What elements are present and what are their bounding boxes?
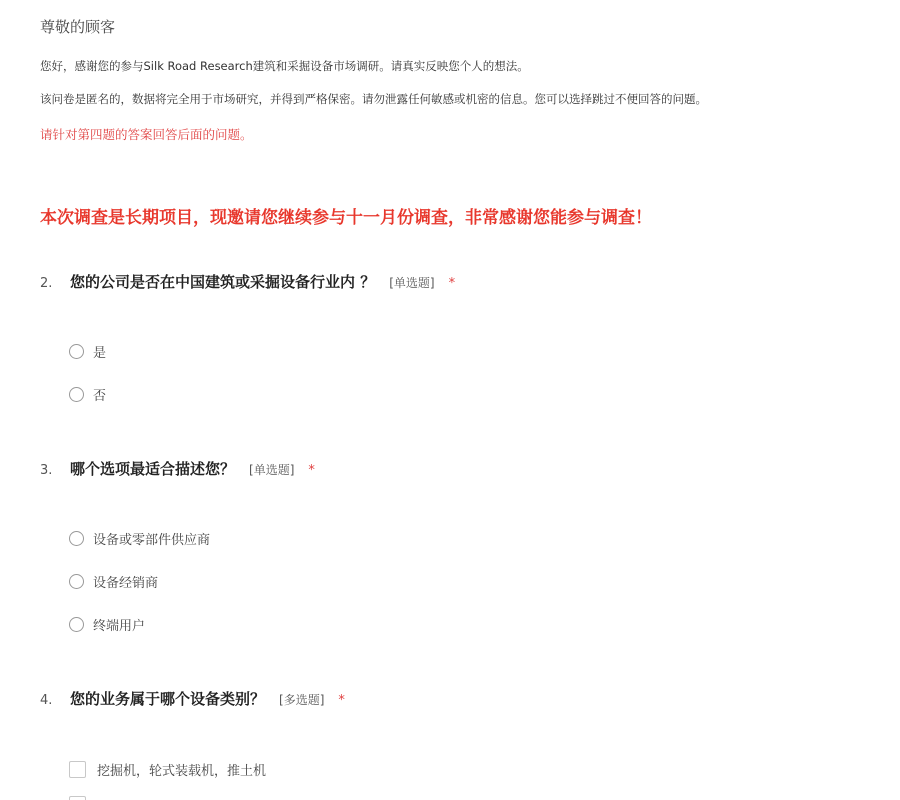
q4-option-partial[interactable] (69, 796, 86, 800)
option-label: 挖掘机，轮式装载机，推土机 (97, 764, 267, 779)
q4-option-excavator[interactable] (69, 760, 266, 779)
question-title: 您的公司是否在中国建筑或采掘设备行业内 ？ (70, 273, 376, 291)
q2-option-yes[interactable] (69, 342, 106, 361)
question-number: 4. (40, 693, 53, 708)
intro-line-2: 该问卷是匿名的，数据将完全用于市场研究，并得到严格保密。请勿泄露任何敏感或机密的信息。您可以选择跳过不便回答的问题。 (40, 92, 707, 106)
question-3-header (40, 458, 315, 479)
question-title: 哪个选项最适合描述您？ (70, 460, 236, 478)
option-label: 是 (93, 346, 107, 361)
notice-text: 请针对第四题的答案回答后面的问题。 (40, 127, 253, 142)
radio-button[interactable] (69, 531, 84, 546)
question-type-tag: [单选题] (389, 276, 435, 290)
q3-option-end-user[interactable] (69, 615, 145, 634)
checkbox[interactable] (69, 796, 86, 800)
question-4-header (40, 688, 345, 709)
question-title: 您的业务属于哪个设备类别？ (70, 690, 266, 708)
checkbox[interactable] (69, 761, 86, 778)
question-number: 2. (40, 276, 53, 291)
option-label: 设备经销商 (93, 576, 159, 591)
required-marker: * (448, 276, 456, 291)
radio-button[interactable] (69, 617, 84, 632)
option-label: 终端用户 (93, 619, 146, 634)
greeting-text: 尊敬的顾客 (40, 18, 116, 36)
required-marker: * (308, 463, 315, 478)
required-marker: * (338, 693, 345, 708)
radio-button[interactable] (69, 387, 84, 402)
radio-button[interactable] (69, 574, 84, 589)
question-number: 3. (40, 463, 53, 478)
q2-option-no[interactable] (69, 385, 106, 404)
option-label: 否 (93, 389, 107, 404)
headline-text: 本次调查是长期项目，现邀请您继续参与十一月份调查，非常感谢您能参与调查！ (40, 208, 652, 228)
question-type-tag: [单选题] (249, 463, 295, 477)
intro-line-1: 您好，感谢您的参与Silk Road Research建筑和采掘设备市场调研。请真实反映您个人的想法。 (40, 59, 529, 73)
option-label: 设备或零部件供应商 (93, 533, 211, 548)
question-2-header (40, 271, 455, 292)
q3-option-supplier[interactable] (69, 529, 210, 548)
question-type-tag: [多选题] (279, 693, 325, 707)
radio-button[interactable] (69, 344, 84, 359)
q3-option-dealer[interactable] (69, 572, 158, 591)
